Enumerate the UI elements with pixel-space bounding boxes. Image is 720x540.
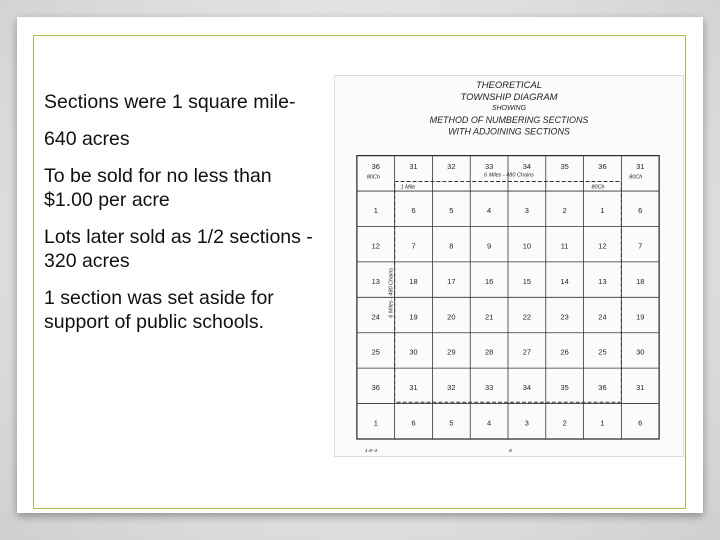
- section-number: 33: [484, 162, 494, 172]
- section-number: 6: [638, 206, 643, 216]
- section-number: 31: [636, 162, 645, 172]
- section-number: 36: [598, 162, 607, 172]
- section-grid: [357, 156, 659, 439]
- section-number: 13: [371, 276, 380, 286]
- section-number: 5: [449, 418, 454, 428]
- section-number: 13: [598, 276, 607, 286]
- diagram-title-line: WITH ADJOINING SECTIONS: [448, 126, 570, 137]
- annotation-6-miles: 6 Miles - 480 Chains: [484, 172, 534, 179]
- section-number: 32: [447, 383, 456, 393]
- section-number: 32: [447, 162, 456, 172]
- annotation-1-mile: 1 Mile: [400, 184, 416, 191]
- section-number: 2: [562, 418, 567, 428]
- section-number: 36: [371, 383, 380, 393]
- section-number: 16: [484, 276, 494, 286]
- section-number: 18: [409, 276, 418, 286]
- section-number: 33: [484, 383, 494, 393]
- diagram-title-line: TOWNSHIP DIAGRAM: [460, 91, 558, 103]
- section-number: 2: [562, 206, 567, 216]
- annotation-80ch: 80Ch: [629, 174, 643, 181]
- diagram-title-line: METHOD OF NUMBERING SECTIONS: [429, 114, 589, 125]
- section-number: 14: [560, 276, 569, 286]
- slide-text: [44, 90, 314, 347]
- diagram-title: [430, 80, 589, 137]
- section-number: 3: [524, 206, 529, 216]
- section-number: 7: [638, 241, 643, 251]
- section-number: 17: [447, 276, 456, 286]
- bullet-text: To be sold for no less than $1.00 per acre: [44, 165, 272, 211]
- section-number: 6: [411, 206, 416, 216]
- section-number: 3: [524, 418, 529, 428]
- section-number: 1: [600, 418, 605, 428]
- section-number: 35: [560, 162, 569, 172]
- section-number: 6: [638, 418, 643, 428]
- section-number: 34: [522, 383, 532, 393]
- section-number: 36: [371, 162, 380, 172]
- section-number: 1: [373, 206, 378, 216]
- section-number: 30: [636, 347, 645, 357]
- section-number: 1: [600, 206, 605, 216]
- section-number: 24: [371, 312, 380, 322]
- section-number: 20: [447, 312, 456, 322]
- section-number: 12: [598, 241, 607, 251]
- section-number: 8: [449, 241, 454, 251]
- section-number: 22: [522, 312, 532, 322]
- section-number: 9: [487, 241, 492, 251]
- section-number: 4: [487, 418, 492, 428]
- section-number: 1: [373, 418, 378, 428]
- bullet-text: 1 section was set aside for support of public schools.: [44, 287, 274, 333]
- diagram-footer-code: 1-E-4: [364, 448, 377, 454]
- annotation-80ch: 80Ch: [366, 174, 380, 181]
- diagram-title-line: THEORETICAL: [475, 80, 543, 92]
- township-diagram-svg: [335, 76, 683, 456]
- annotation-6-miles-vertical: 6 Miles - 480 Chains: [388, 267, 395, 318]
- section-number: 31: [409, 162, 418, 172]
- section-number: 15: [522, 276, 532, 286]
- section-number: 27: [522, 347, 532, 357]
- section-number: 19: [636, 312, 645, 322]
- section-number: 5: [449, 206, 454, 216]
- section-number: 21: [484, 312, 494, 322]
- diagram-title-line: SHOWING: [492, 104, 526, 112]
- bullet-text: Sections were 1 square mile-: [44, 91, 296, 113]
- bullet-text: 640 acres: [44, 128, 130, 150]
- township-diagram: [334, 75, 684, 457]
- section-number: 10: [522, 241, 532, 251]
- annotation-80ch: 80Ch: [591, 184, 605, 191]
- section-number: 35: [560, 383, 569, 393]
- section-number: 11: [560, 241, 569, 251]
- section-number: 18: [636, 276, 645, 286]
- diagram-footer-page: 8: [509, 448, 512, 454]
- section-number: 25: [371, 347, 380, 357]
- section-number: 31: [636, 383, 645, 393]
- section-number: 6: [411, 418, 416, 428]
- section-number: 7: [411, 241, 416, 251]
- section-number: 4: [487, 206, 492, 216]
- section-number: 23: [560, 312, 569, 322]
- section-number: 19: [409, 312, 418, 322]
- section-number: 31: [409, 383, 418, 393]
- section-number: 25: [598, 347, 607, 357]
- section-number: 29: [447, 347, 456, 357]
- section-number: 28: [484, 347, 494, 357]
- section-number: 36: [598, 383, 607, 393]
- section-number: 34: [522, 162, 532, 172]
- section-number: 24: [598, 312, 607, 322]
- section-number: 30: [409, 347, 418, 357]
- bullet-text: Lots later sold as 1/2 sections - 320 acres: [44, 226, 313, 272]
- section-number: 26: [560, 347, 569, 357]
- section-number: 12: [371, 241, 380, 251]
